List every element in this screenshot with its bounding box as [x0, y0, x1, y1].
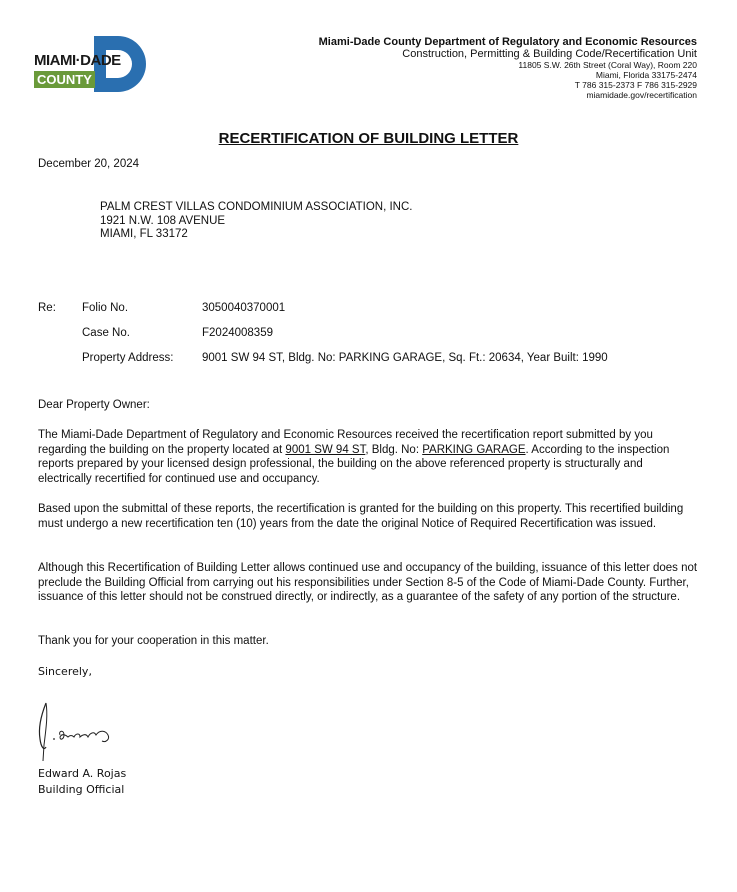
case-label: Case No.: [82, 327, 130, 339]
department-name: Miami-Dade County Department of Regulatory and Economic Resources: [318, 36, 697, 48]
folio-label: Folio No.: [82, 302, 129, 314]
case-value: F2024008359: [202, 327, 273, 339]
recipient-address: [100, 201, 412, 242]
property-label: Property Address:: [82, 352, 174, 364]
recipient-name: PALM CREST VILLAS CONDOMINIUM ASSOCIATION, INC.: [100, 201, 413, 213]
signer-block: [38, 766, 126, 798]
letter-date: December 20, 2024: [38, 158, 140, 170]
recipient-city: MIAMI, FL 33172: [100, 228, 188, 240]
signer-title: Building Official: [38, 783, 125, 796]
paragraph-2: Based upon the submittal of these reports, the recertification is granted for the building on this property. This recertified building must undergo a new recertification ten (10) years from the date the original Notice of Required Recertification was issued.: [38, 503, 684, 530]
recipient-street: 1921 N.W. 108 AVENUE: [100, 214, 226, 227]
para1-text-b: , Bldg. No:: [365, 443, 423, 456]
closing: Sincerely,: [38, 665, 92, 678]
office-phone: T 786 315-2373 F 786 315-2929: [574, 80, 697, 90]
miami-dade-logo: [34, 36, 154, 92]
unit-name: Construction, Permitting & Building Code/Recertification Unit: [402, 48, 697, 60]
re-label: Re:: [38, 302, 56, 314]
logo-county-text: COUNTY: [34, 71, 95, 88]
para1-text-a: The Miami-Dade Department of Regulatory and Economic Resources received the recertification report submitted by you regarding the building on the property located at: [38, 429, 653, 456]
paragraph-1: [38, 428, 698, 486]
para1-bldg: PARKING GARAGE: [422, 443, 526, 456]
letterhead: [319, 36, 697, 100]
signer-name: Edward A. Rojas: [38, 767, 127, 780]
letter-title: RECERTIFICATION OF BUILDING LETTER: [218, 130, 519, 147]
thanks-line: Thank you for your cooperation in this matter.: [38, 635, 269, 647]
para1-address: 9001 SW 94 ST: [285, 443, 366, 456]
office-city: Miami, Florida 33175-2474: [595, 70, 697, 80]
folio-value: 3050040370001: [202, 302, 286, 314]
office-website: miamidade.gov/recertification: [586, 90, 697, 100]
paragraph-3: Although this Recertification of Building Letter allows continued use and occupancy of the building, issuance of this letter does not preclude the Building Official from carrying out his responsibilities under Section 8-5 of the Code of Miami-Dade County. Further, issuance of this letter should not be construed directly, or indirectly, as a guarantee of the safety of any portion of the structure.: [38, 562, 698, 603]
salutation: Dear Property Owner:: [38, 399, 150, 411]
property-value: 9001 SW 94 ST, Bldg. No: PARKING GARAGE, Sq. Ft.: 20634, Year Built: 1990: [202, 352, 608, 364]
office-street: 11805 S.W. 26th Street (Coral Way), Room 220: [518, 60, 697, 70]
logo-miami-text: MIAMI·DADE: [34, 52, 121, 69]
handwritten-signature: [34, 695, 124, 765]
para1-text-c: . According to the inspection reports prepared by your licensed design professional, the building on the above referenced property is structurally and electrically recertified for continued use and occupancy.: [38, 443, 670, 485]
